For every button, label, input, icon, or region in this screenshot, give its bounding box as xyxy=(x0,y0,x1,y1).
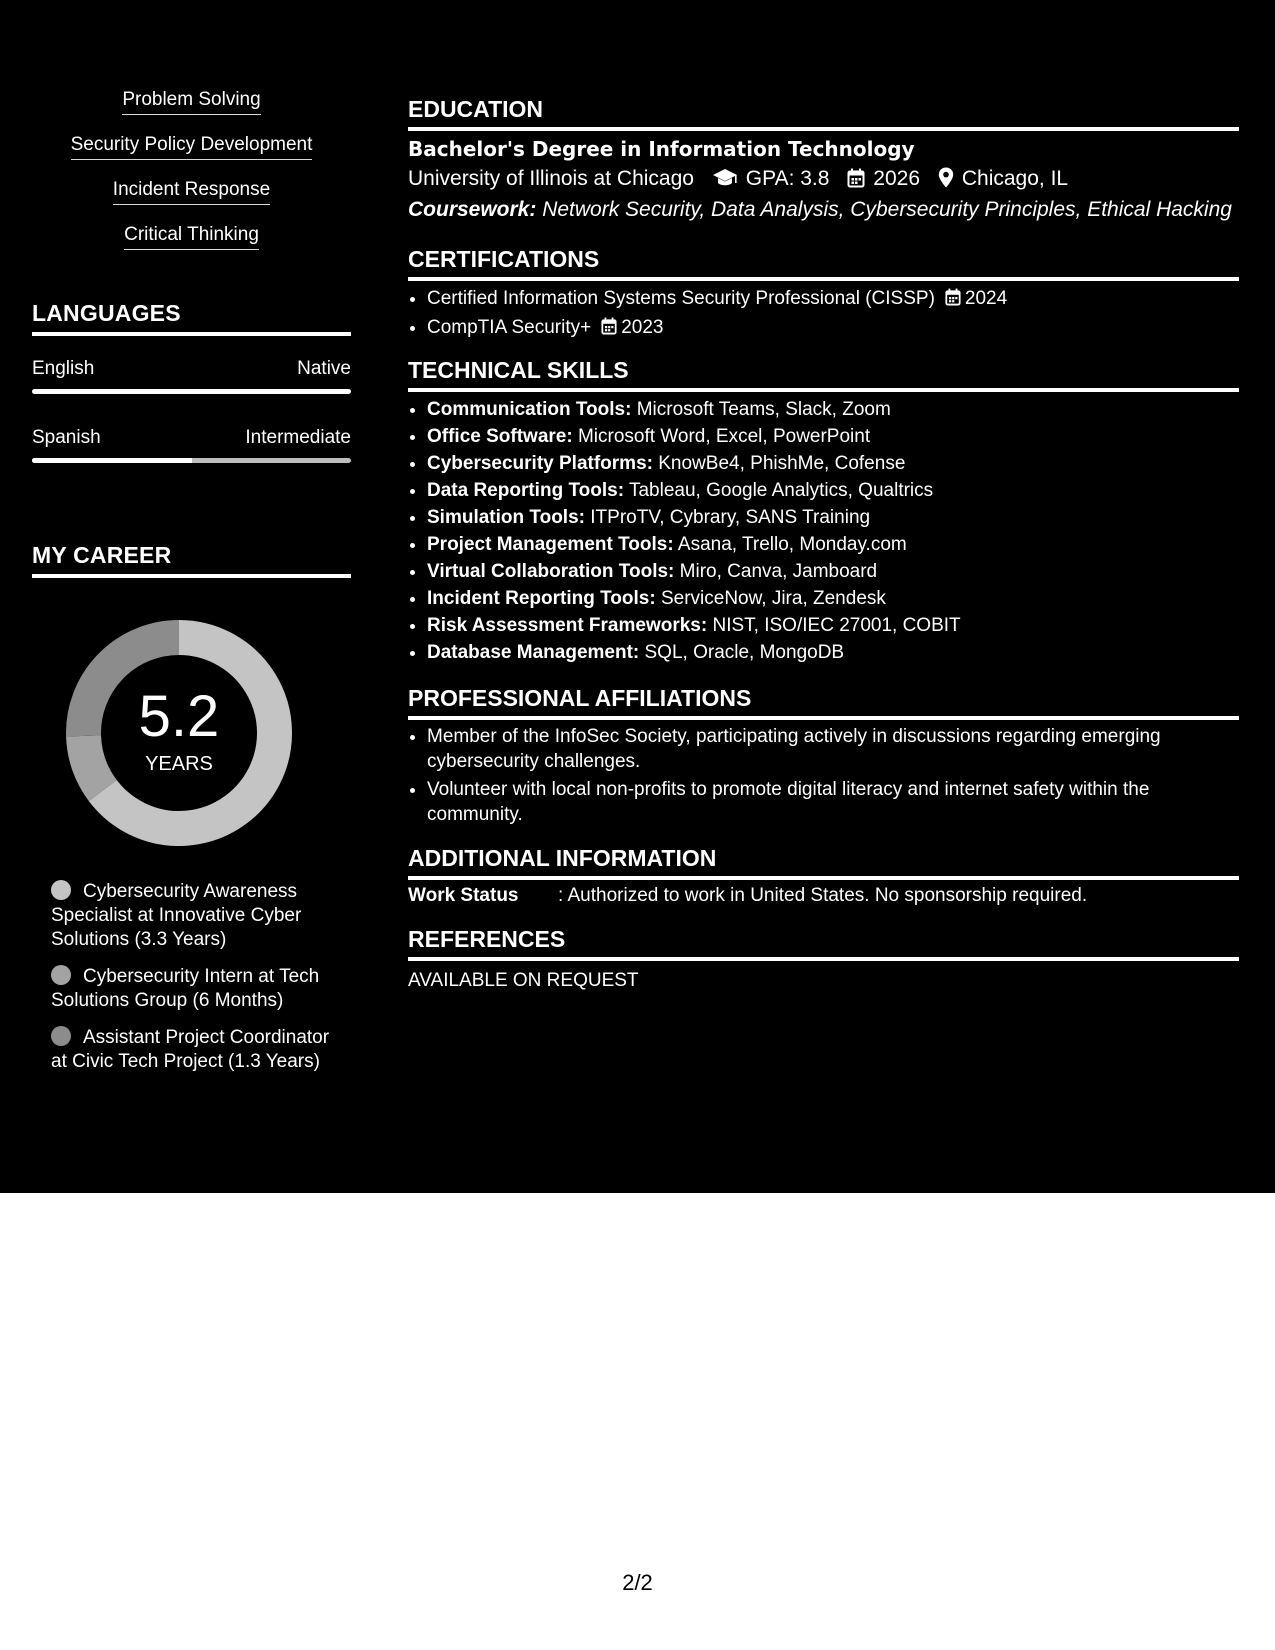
additional-info-heading: ADDITIONAL INFORMATION xyxy=(408,845,1239,880)
skill-category: Communication Tools: xyxy=(427,399,632,420)
career-legend xyxy=(51,880,341,1087)
career-total-unit: YEARS xyxy=(145,753,213,775)
graduation-cap-icon xyxy=(712,168,738,194)
skill-tools: Tableau, Google Analytics, Qualtrics xyxy=(624,480,934,501)
work-status-value: : Authorized to work in United States. No sponsorship required. xyxy=(558,885,1088,906)
education-heading: EDUCATION xyxy=(408,96,1239,131)
skill-item xyxy=(32,88,351,133)
skill-tools: ServiceNow, Jira, Zendesk xyxy=(655,588,886,609)
certification-name: CompTIA Security+ xyxy=(427,317,592,338)
graduation-year: 2026 xyxy=(873,167,921,190)
page-number: 2/2 xyxy=(622,1570,653,1595)
skill-item xyxy=(32,223,351,268)
language-level-fill xyxy=(32,458,192,463)
references-text: AVAILABLE ON REQUEST xyxy=(408,970,639,991)
skill-label: Critical Thinking xyxy=(124,223,259,250)
technical-skill-item xyxy=(427,396,1239,423)
technical-skill-item xyxy=(427,585,1239,612)
skill-tools: KnowBe4, PhishMe, Cofense xyxy=(652,453,906,474)
career-item-text: Cybersecurity Awareness Specialist at Innovative Cyber Solutions (3.3 Years) xyxy=(51,881,302,950)
skill-category: Incident Reporting Tools: xyxy=(427,588,656,609)
certifications-heading: CERTIFICATIONS xyxy=(408,246,1239,281)
calendar-icon xyxy=(601,316,617,343)
career-donut-chart xyxy=(66,620,292,846)
skill-tools: Microsoft Teams, Slack, Zoom xyxy=(631,399,891,420)
skill-label: Problem Solving xyxy=(122,88,260,115)
education-details xyxy=(408,167,1068,194)
certification-item xyxy=(427,314,1239,343)
skill-tools: SQL, Oracle, MongoDB xyxy=(639,642,845,663)
career-item xyxy=(51,965,341,1013)
skill-category: Cybersecurity Platforms: xyxy=(427,453,653,474)
technical-skills-list xyxy=(408,396,1239,666)
legend-dot-icon xyxy=(51,965,71,985)
language-level: Native xyxy=(297,358,351,379)
technical-skills-heading: TECHNICAL SKILLS xyxy=(408,357,1239,392)
language-level-fill xyxy=(32,389,351,394)
language-level-bar xyxy=(32,389,351,394)
skill-category: Virtual Collaboration Tools: xyxy=(427,561,675,582)
affiliation-item: • Volunteer with local non-profits to promote digital literacy and internet safety within the community. xyxy=(427,777,1239,827)
certification-year: 2023 xyxy=(621,317,664,338)
technical-skill-item xyxy=(427,558,1239,585)
degree-title: Bachelor's Degree in Information Technology xyxy=(408,137,915,161)
work-status xyxy=(408,885,1087,907)
career-heading: MY CAREER xyxy=(32,542,351,578)
legend-dot-icon xyxy=(51,880,71,900)
languages-heading: LANGUAGES xyxy=(32,300,351,336)
coursework xyxy=(408,198,1232,222)
career-item xyxy=(51,880,341,952)
skill-tools: Asana, Trello, Monday.com xyxy=(673,534,907,555)
certification-item xyxy=(427,285,1239,314)
school-name: University of Illinois at Chicago xyxy=(408,167,694,190)
map-pin-icon xyxy=(938,167,954,194)
coursework-list: Network Security, Data Analysis, Cybersecurity Principles, Ethical Hacking xyxy=(536,198,1232,221)
technical-skill-item xyxy=(427,423,1239,450)
legend-dot-icon xyxy=(51,1026,71,1046)
skill-category: Data Reporting Tools: xyxy=(427,480,625,501)
calendar-icon xyxy=(847,168,865,194)
skill-item xyxy=(32,133,351,178)
skill-label: Incident Response xyxy=(113,178,270,205)
gpa: GPA: 3.8 xyxy=(745,167,830,190)
language-name: Spanish xyxy=(32,427,101,448)
language-name: English xyxy=(32,358,95,379)
calendar-icon xyxy=(945,287,961,314)
skills-list xyxy=(32,88,351,268)
technical-skill-item xyxy=(427,531,1239,558)
skill-tools: Miro, Canva, Jamboard xyxy=(674,561,878,582)
technical-skill-item xyxy=(427,450,1239,477)
technical-skill-item xyxy=(427,612,1239,639)
skill-category: Risk Assessment Frameworks: xyxy=(427,615,708,636)
language-level: Intermediate xyxy=(245,427,351,448)
language-level-bar xyxy=(32,458,351,463)
work-status-label: Work Status xyxy=(408,885,519,906)
technical-skill-item xyxy=(427,639,1239,666)
skill-category: Office Software: xyxy=(427,426,573,447)
career-item xyxy=(51,1026,341,1074)
certifications-list xyxy=(408,285,1239,343)
coursework-label: Coursework: xyxy=(408,198,537,221)
skill-tools: NIST, ISO/IEC 27001, COBIT xyxy=(707,615,961,636)
career-item-text: Assistant Project Coordinator at Civic Tech Project (1.3 Years) xyxy=(51,1027,330,1072)
technical-skill-item xyxy=(427,504,1239,531)
skill-category: Project Management Tools: xyxy=(427,534,674,555)
certification-name: Certified Information Systems Security Professional (CISSP) xyxy=(427,288,935,309)
affiliations-list xyxy=(408,724,1239,830)
skill-tools: ITProTV, Cybrary, SANS Training xyxy=(584,507,871,528)
certification-year: 2024 xyxy=(964,288,1008,309)
skill-label: Security Policy Development xyxy=(71,133,313,160)
career-item-text: Cybersecurity Intern at Tech Solutions Group (6 Months) xyxy=(51,966,320,1011)
affiliation-item: • Member of the InfoSec Society, participating actively in discussions regarding emerging cybersecurity challenges. xyxy=(427,724,1239,774)
school-location: Chicago, IL xyxy=(961,167,1069,190)
affiliations-heading: PROFESSIONAL AFFILIATIONS xyxy=(408,685,1239,720)
technical-skill-item xyxy=(427,477,1239,504)
skill-item xyxy=(32,178,351,223)
references-heading: REFERENCES xyxy=(408,926,1239,961)
skill-tools: Microsoft Word, Excel, PowerPoint xyxy=(572,426,871,447)
career-total-value: 5.2 xyxy=(138,684,220,749)
skill-category: Simulation Tools: xyxy=(427,507,585,528)
skill-category: Database Management: xyxy=(427,642,640,663)
